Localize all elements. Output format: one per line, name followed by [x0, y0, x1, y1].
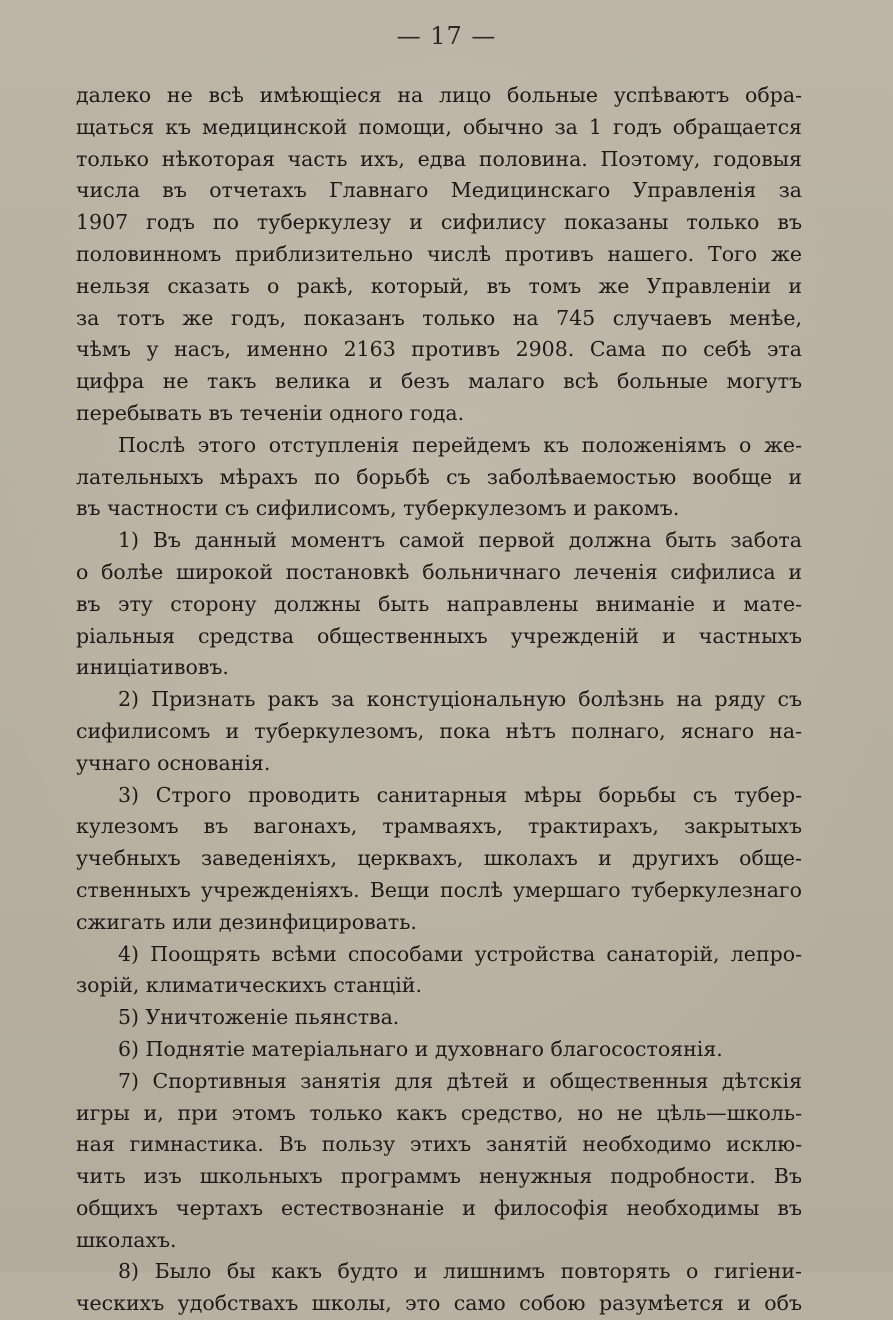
text-line: ріальныя средства общественныхъ учрежденій и частныхъ [76, 623, 802, 648]
text-line: нельзя сказать о ракѣ, который, въ томъ же Управленіи и [76, 273, 802, 298]
text-line: 5) Уничтоженіе пьянства. [118, 1005, 400, 1030]
text-line: ческихъ удобствахъ школы, это само собою разумѣется и объ [76, 1291, 802, 1316]
text-line: цифра не такъ велика и безъ малаго всѣ больные могутъ [76, 369, 802, 394]
text-line: 4) Поощрять всѣми способами устройства санаторій, лепро- [118, 941, 802, 966]
text-line: числа въ отчетахъ Главнаго Медицинскаго Управленія за [76, 178, 802, 203]
text-line: 8) Было бы какъ будто и лишнимъ повторять о гигіени- [118, 1259, 802, 1284]
text-line: половинномъ приблизительно числѣ противъ нашего. Того же [76, 241, 802, 266]
text-line: 3) Строго проводить санитарныя мѣры борьбы съ тубер- [118, 782, 802, 807]
text-line: 1907 годъ по туберкулезу и сифилису показаны только въ [76, 210, 802, 235]
text-line: школахъ. [76, 1227, 177, 1252]
text-line: кулезомъ въ вагонахъ, трамваяхъ, трактирахъ, закрытыхъ [76, 814, 802, 839]
text-line: сифилисомъ и туберкулезомъ, пока нѣтъ полнаго, яснаго на- [76, 718, 802, 743]
text-line: 2) Признать ракъ за констуціональную болѣзнь на ряду съ [118, 687, 802, 712]
text-line: учебныхъ заведеніяхъ, церквахъ, школахъ и другихъ обще- [76, 846, 802, 871]
text-line: 7) Спортивныя занятія для дѣтей и общественныя дѣтскія [118, 1068, 802, 1093]
text-line: ственныхъ учрежденіяхъ. Вещи послѣ умершаго туберкулезнаго [76, 877, 802, 902]
page-number: — 17 — [396, 22, 497, 50]
text-line: чѣмъ у насъ, именно 2163 противъ 2908. Сама по себѣ эта [76, 337, 802, 362]
text-line: иниціативовъ. [76, 655, 229, 680]
text-line: Послѣ этого отступленія перейдемъ къ положеніямъ о же- [118, 432, 802, 457]
text-line: щаться къ медицинской помощи, обычно за 1 годъ обращается [76, 114, 802, 139]
text-line: лательныхъ мѣрахъ по борьбѣ съ заболѣваемостью вообще и [76, 464, 802, 489]
text-line: ная гимнастика. Въ пользу этихъ занятій необходимо исклю- [76, 1132, 802, 1157]
text-line: зорій, климатическихъ станцій. [76, 973, 422, 998]
text-line: только нѣкоторая часть ихъ, едва половина. Поэтому, годовыя [76, 146, 802, 171]
text-line: перебывать въ теченіи одного года. [76, 400, 465, 425]
body-text [76, 80, 802, 1320]
text-line: общихъ чертахъ естествознаніе и философія необходимы въ [76, 1195, 802, 1220]
text-line: сжигать или дезинфицировать. [76, 909, 417, 934]
text-line: о болѣе широкой постановкѣ больничнаго леченія сифилиса и [76, 559, 802, 584]
text-line: въ эту сторону должны быть направлены вниманіе и мате- [76, 591, 802, 616]
text-line: 6) Поднятіе матеріальнаго и духовнаго благосостоянія. [118, 1036, 723, 1061]
text-line: игры и, при этомъ только какъ средство, но не цѣль—школь- [76, 1100, 802, 1125]
text-line: въ частности съ сифилисомъ, туберкулезомъ и ракомъ. [76, 496, 680, 521]
text-line: далеко не всѣ имѣющіеся на лицо больные успѣваютъ обра- [76, 83, 802, 107]
text-line: чить изъ школьныхъ программъ ненужныя подробности. Въ [76, 1164, 802, 1189]
text-line: учнаго основанія. [76, 750, 271, 775]
text-line: за тотъ же годъ, показанъ только на 745 случаевъ менѣе, [76, 305, 802, 330]
text-line: 1) Въ данный моментъ самой первой должна быть забота [118, 528, 802, 553]
